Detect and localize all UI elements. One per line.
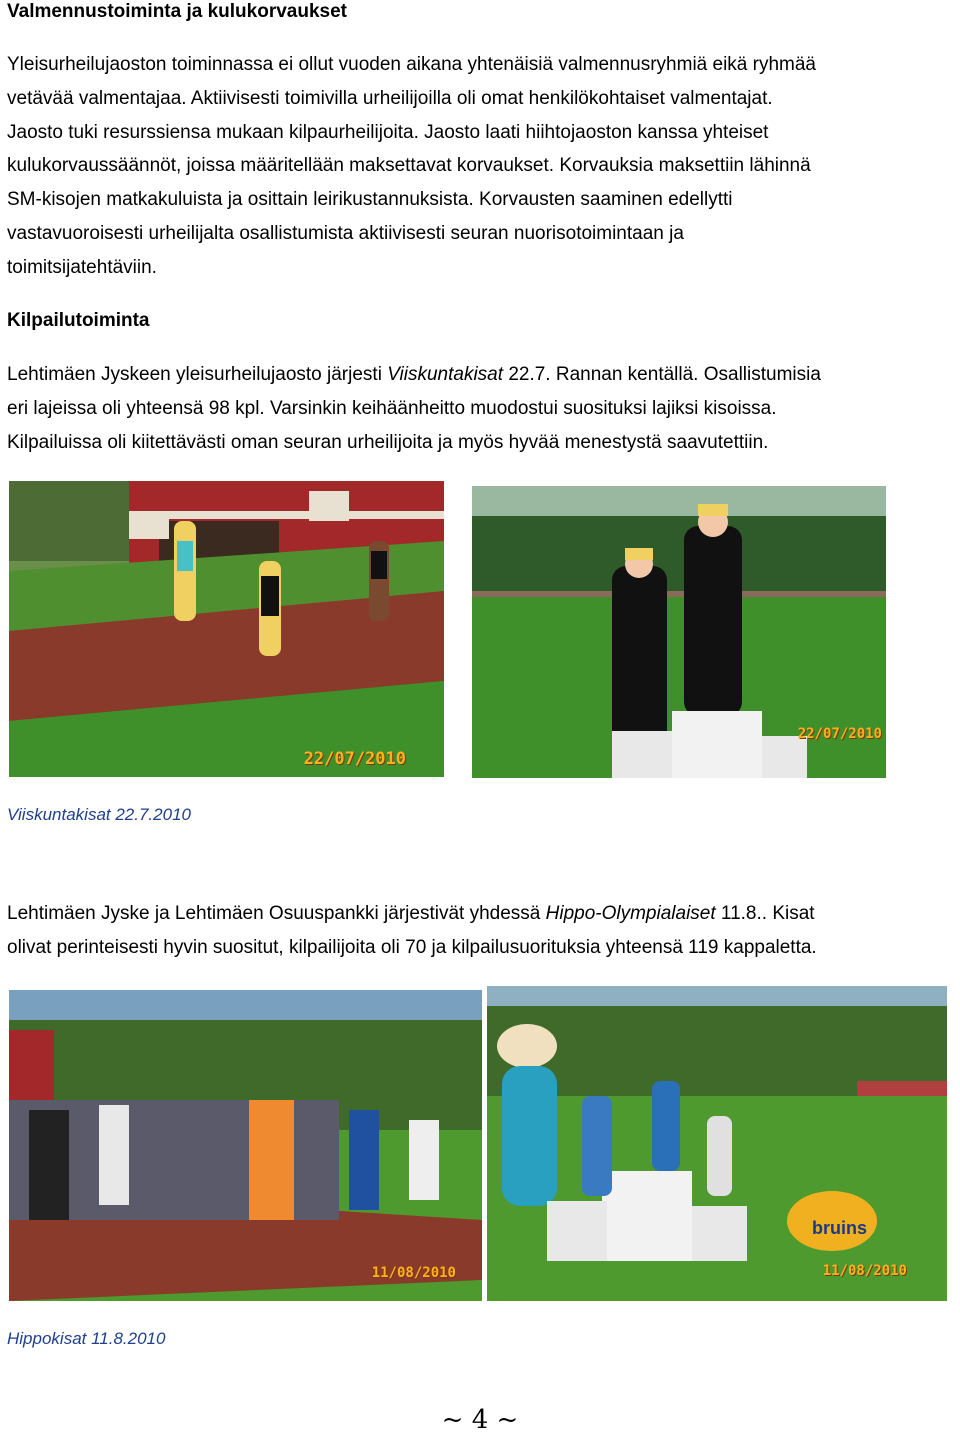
caption-hippokisat: Hippokisat 11.8.2010: [7, 1329, 166, 1348]
photo-hippo-podium: [487, 986, 947, 1301]
cap-logo-text: bruins: [811, 1218, 867, 1238]
text-span: Lehtimäen Jyske ja Lehtimäen Osuuspankki järjestivät yhdessä: [7, 903, 546, 924]
text-line: SM-kisojen matkakuluista ja osittain leirikustannuksista. Korvausten saaminen edellytti: [7, 189, 733, 211]
page-number: ~ 4 ~: [441, 1405, 519, 1435]
paragraph-coaching: [7, 48, 957, 285]
text-line: Jaosto tuki resurssiensa mukaan kilpaurheilijoita. Jaosto laati hiihtojaoston kanssa yhteiset: [7, 121, 769, 143]
caption-viiskuntakisat: Viiskuntakisat 22.7.2010: [7, 805, 191, 824]
photo-date-stamp: 22/07/2010: [303, 749, 406, 769]
photo-podium-girls: [472, 486, 886, 778]
photo-crowd-art: [9, 990, 482, 1301]
text-line: eri lajeissa oli yhteensä 98 kpl. Varsinkin keihäänheitto muodostui suosituksi lajiksi kisoissa.: [7, 397, 777, 419]
photo-hippo-podium-art: [487, 986, 947, 1301]
text-line: olivat perinteisesti hyvin suositut, kilpailijoita oli 70 ja kilpailusuorituksia yhteensä 119 kappaletta.: [7, 936, 817, 958]
photo-runners: [9, 481, 444, 777]
photo-crowd: [9, 990, 482, 1301]
photo-date-stamp: 11/08/2010: [371, 1265, 456, 1281]
event-name-italic: Viiskuntakisat: [387, 364, 509, 385]
photo-date-stamp: 22/07/2010: [797, 726, 882, 742]
text-line: kulukorvaussäännöt, joissa määritellään maksettavat korvaukset. Korvauksia maksettiin lähinnä: [7, 155, 811, 177]
text-line: vastavuoroisesti urheilijalta osallistumista aktiivisesti seuran nuorisotoimintaan ja: [7, 222, 684, 244]
photo-runners-art: [9, 481, 444, 777]
text-line: [7, 897, 957, 931]
section-heading-coaching: Valmennustoiminta ja kulukorvaukset: [7, 1, 347, 22]
text-line: Kilpailuissa oli kiitettävästi oman seuran urheilijoita ja myös hyvää menestystä saavutettiin.: [7, 431, 769, 453]
paragraph-viiskunta: [7, 358, 957, 459]
section-heading-competitions: Kilpailutoiminta: [7, 310, 150, 331]
event-name-italic: Hippo-Olympialaiset: [545, 903, 716, 924]
text-line: toimitsijatehtäviin.: [7, 256, 157, 278]
text-line: [7, 358, 957, 392]
photo-date-stamp: 11/08/2010: [822, 1263, 907, 1279]
paragraph-hippo: [7, 897, 957, 965]
text-span: 11.8.. Kisat: [715, 903, 815, 924]
text-span: Lehtimäen Jyskeen yleisurheilujaosto järjesti: [7, 364, 388, 385]
text-line: vetävää valmentajaa. Aktiivisesti toimivilla urheilijoilla oli omat henkilökohtaiset valmentajat.: [7, 87, 773, 109]
text-line: Yleisurheilujaoston toiminnassa ei ollut vuoden aikana yhtenäisiä valmennusryhmiä eikä ryhmää: [7, 54, 817, 75]
text-span: 22.7. Rannan kentällä. Osallistumisia: [508, 364, 821, 385]
